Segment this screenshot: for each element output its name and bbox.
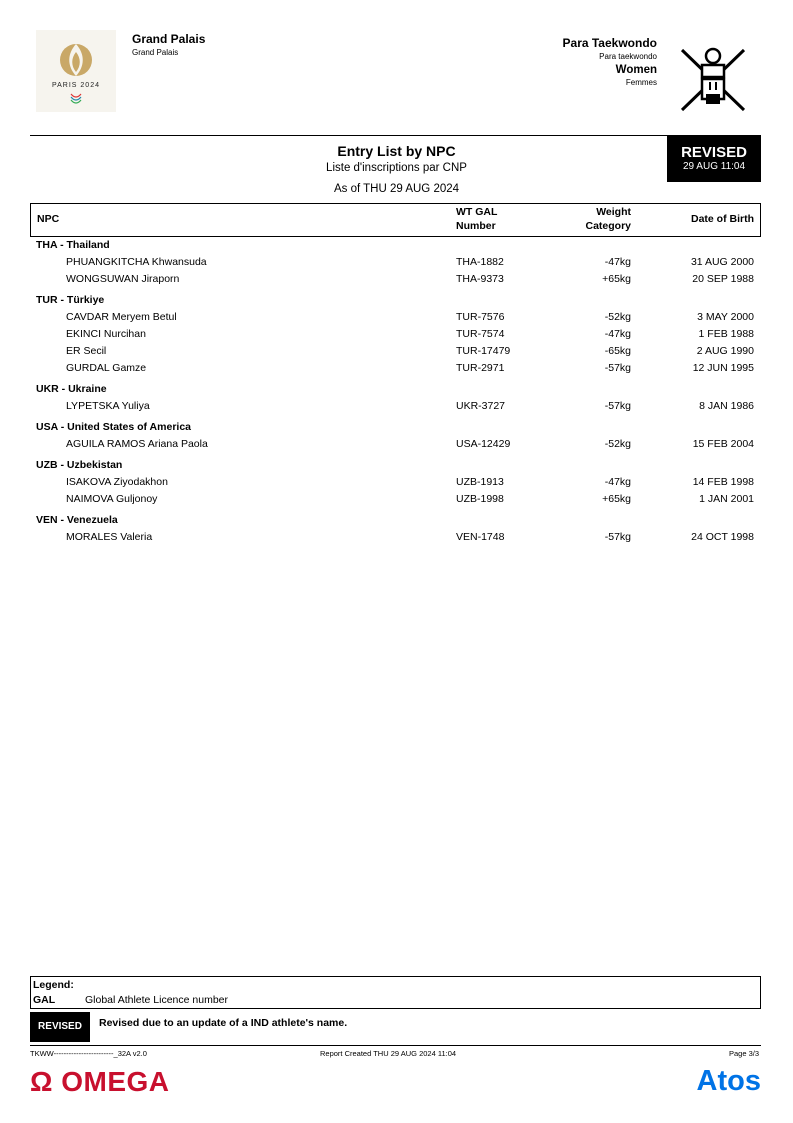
legend-value: Global Athlete Licence number — [85, 994, 229, 1006]
athlete-name: PHUANGKITCHA Khwansuda — [66, 256, 207, 268]
date-of-birth: 24 OCT 1998 — [691, 531, 754, 543]
report-created: Report Created THU 29 AUG 2024 11:04 — [320, 1049, 457, 1058]
venue-subtitle: Grand Palais — [132, 48, 179, 57]
table-row — [30, 491, 761, 508]
gal-number: TUR-2971 — [456, 362, 505, 374]
weight-category: -47kg — [604, 256, 631, 268]
date-of-birth: 8 JAN 1986 — [699, 400, 754, 412]
sport-event-block — [563, 36, 657, 87]
npc-group — [30, 292, 761, 377]
col-gal-line1: WT GAL — [456, 206, 498, 218]
table-row — [30, 309, 761, 326]
weight-category: +65kg — [602, 273, 631, 285]
legend-key: GAL — [33, 994, 56, 1006]
venue-title: Grand Palais — [132, 32, 206, 46]
npc-heading: UZB - Uzbekistan — [36, 459, 123, 471]
table-row — [30, 360, 761, 377]
col-npc: NPC — [37, 213, 60, 225]
event-subtitle: Femmes — [625, 78, 657, 87]
npc-heading: THA - Thailand — [36, 239, 110, 251]
date-of-birth: 31 AUG 2000 — [690, 256, 754, 268]
revised-stamp — [667, 136, 761, 182]
athlete-name: MORALES Valeria — [66, 531, 153, 543]
gal-number: THA-9373 — [456, 273, 504, 285]
sport-subtitle: Para taekwondo — [599, 52, 657, 61]
date-of-birth: 1 JAN 2001 — [699, 493, 754, 505]
revised-time: 29 AUG 11:04 — [682, 161, 746, 172]
weight-category: -47kg — [604, 476, 631, 488]
npc-group — [30, 381, 761, 415]
npc-heading: UKR - Ukraine — [36, 383, 107, 395]
revision-note: Revised due to an update of a IND athlete's name. — [99, 1017, 348, 1029]
col-dob: Date of Birth — [691, 213, 754, 225]
date-of-birth: 2 AUG 1990 — [696, 345, 754, 357]
paris-2024-paralympics-logo — [36, 30, 116, 112]
athlete-name: NAIMOVA Guljonoy — [66, 493, 158, 505]
npc-group — [30, 512, 761, 546]
weight-category: +65kg — [602, 493, 631, 505]
weight-category: -52kg — [604, 311, 631, 323]
table-row — [30, 326, 761, 343]
athlete-name: WONGSUWAN Jiraporn — [66, 273, 180, 285]
table-row — [30, 529, 761, 546]
weight-category: -57kg — [604, 362, 631, 374]
table-row — [30, 398, 761, 415]
para-taekwondo-pictogram-icon — [678, 46, 748, 114]
sport-title: Para Taekwondo — [562, 36, 657, 50]
table-row — [30, 343, 761, 360]
athlete-name: ISAKOVA Ziyodakhon — [66, 476, 168, 488]
gal-number: TUR-7574 — [456, 328, 505, 340]
date-of-birth: 3 MAY 2000 — [697, 311, 754, 323]
weight-category: -65kg — [604, 345, 631, 357]
gal-number: USA-12429 — [456, 438, 511, 450]
weight-category: -57kg — [604, 531, 631, 543]
gal-number: UZB-1913 — [456, 476, 504, 488]
revised-label: REVISED — [681, 144, 747, 161]
gal-number: UKR-3727 — [456, 400, 506, 412]
revised-badge: REVISED — [30, 1012, 90, 1042]
weight-category: -47kg — [604, 328, 631, 340]
atos-logo: Atos — [696, 1065, 761, 1097]
date-of-birth: 20 SEP 1988 — [692, 273, 754, 285]
omega-logo: Ω OMEGA — [30, 1066, 170, 1097]
page-number: Page 3/3 — [728, 1049, 759, 1058]
report-subtitle: Liste d'inscriptions par CNP — [326, 162, 467, 174]
athlete-name: LYPETSKA Yuliya — [66, 400, 150, 412]
table-row — [30, 474, 761, 491]
table-header — [30, 203, 761, 237]
gal-number: TUR-7576 — [456, 311, 505, 323]
header-divider — [30, 135, 761, 136]
report-date: As of THU 29 AUG 2024 — [333, 183, 460, 195]
athlete-name: ER Secil — [66, 345, 107, 357]
athlete-name: AGUILA RAMOS Ariana Paola — [66, 438, 208, 450]
npc-heading: VEN - Venezuela — [36, 514, 118, 526]
athlete-name: GURDAL Gamze — [66, 362, 147, 374]
date-of-birth: 14 FEB 1998 — [692, 476, 754, 488]
npc-group — [30, 237, 761, 288]
date-of-birth: 1 FEB 1988 — [698, 328, 754, 340]
gal-number: THA-1882 — [456, 256, 504, 268]
athlete-name: CAVDAR Meryem Betul — [66, 311, 177, 323]
weight-category: -52kg — [604, 438, 631, 450]
date-of-birth: 15 FEB 2004 — [692, 438, 754, 450]
col-weight-line1: Weight — [596, 206, 631, 218]
col-weight-line2: Category — [585, 220, 631, 232]
table-row — [30, 436, 761, 453]
npc-heading: USA - United States of America — [36, 421, 192, 433]
table-row — [30, 271, 761, 288]
paralympic-flame-emblem-icon — [36, 30, 116, 112]
legend-box — [30, 976, 761, 1009]
report-code: TKWW------------------------_32A v2.0 — [30, 1049, 147, 1058]
footer-divider — [30, 1045, 761, 1046]
table-row — [30, 254, 761, 271]
event-title: Women — [615, 64, 657, 76]
weight-category: -57kg — [604, 400, 631, 412]
gal-number: UZB-1998 — [456, 493, 504, 505]
date-of-birth: 12 JUN 1995 — [692, 362, 754, 374]
gal-number: TUR-17479 — [456, 345, 511, 357]
report-title: Entry List by NPC — [337, 143, 456, 159]
npc-group — [30, 457, 761, 508]
col-gal-line2: Number — [456, 220, 496, 232]
npc-heading: TUR - Türkiye — [36, 294, 105, 306]
gal-number: VEN-1748 — [456, 531, 505, 543]
legend-title: Legend: — [33, 979, 74, 991]
npc-group — [30, 419, 761, 453]
entry-list — [30, 237, 761, 550]
logo-text: PARIS 2024 — [51, 82, 100, 89]
athlete-name: EKINCI Nurcihan — [66, 328, 146, 340]
